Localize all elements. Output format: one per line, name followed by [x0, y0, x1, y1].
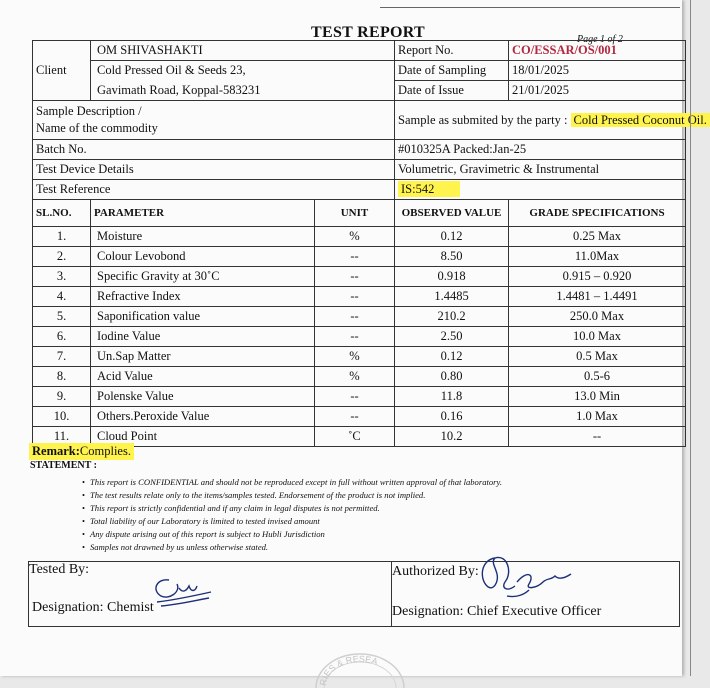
signature-block: [28, 561, 680, 627]
unit-cell: --: [315, 327, 395, 347]
parameter-cell: Polenske Value: [91, 387, 315, 407]
issue-date-label: Date of Issue: [395, 81, 509, 101]
client-label: Client: [33, 41, 91, 101]
table-row: [33, 267, 686, 287]
spec-cell: 11.0Max: [509, 247, 686, 267]
sample-label-line2: Name of the commodity: [36, 121, 158, 135]
svg-text:RIES & RESEA: [318, 654, 379, 686]
table-row: [33, 347, 686, 367]
header-slno: SL.NO.: [33, 200, 91, 227]
batch-label: Batch No.: [33, 140, 395, 160]
slno-cell: 5.: [33, 307, 91, 327]
remark: [29, 443, 134, 460]
issue-date: 21/01/2025: [509, 81, 686, 101]
slno-cell: 9.: [33, 387, 91, 407]
client-name: OM SHIVASHAKTI: [91, 41, 315, 61]
slno-cell: 10.: [33, 407, 91, 427]
unit-cell: --: [315, 307, 395, 327]
unit-cell: ˚C: [315, 427, 395, 447]
spec-cell: --: [509, 427, 686, 447]
spec-cell: 1.4481 – 1.4491: [509, 287, 686, 307]
sampling-date: 18/01/2025: [509, 61, 686, 81]
unit-cell: --: [315, 247, 395, 267]
remark-label: Remark:: [32, 444, 80, 458]
report-title: TEST REPORT: [311, 24, 426, 41]
unit-cell: %: [315, 227, 395, 247]
statement-notes: [90, 476, 502, 554]
remark-value: Complies.: [79, 444, 131, 458]
lab-stamp: [310, 648, 410, 688]
parameter-cell: Acid Value: [91, 367, 315, 387]
header-parameter: PARAMETER: [91, 200, 315, 227]
spec-cell: 10.0 Max: [509, 327, 686, 347]
parameter-cell: Iodine Value: [91, 327, 315, 347]
slno-cell: 1.: [33, 227, 91, 247]
sample-description-value: [395, 101, 707, 140]
table-row: [33, 387, 686, 407]
statement-title: STATEMENT :: [30, 460, 97, 471]
report-no-label: Report No.: [395, 41, 509, 61]
report-no-value: CO/ESSAR/OS/001: [509, 41, 686, 61]
stamp-text: RIES & RESEA: [317, 653, 380, 687]
reference-highlight: IS:542: [398, 181, 460, 197]
statement-note: • Samples not drawned by us unless otherwise stated.: [90, 541, 502, 554]
slno-cell: 11.: [33, 427, 91, 447]
table-row: [33, 227, 686, 247]
parameter-cell: Un.Sap Matter: [91, 347, 315, 367]
page-number: Page 1 of 2: [577, 34, 623, 45]
spec-cell: 13.0 Min: [509, 387, 686, 407]
statement-note: • The test results relate only to the items/samples tested. Endorsement of the product is not implied.: [90, 489, 502, 502]
unit-cell: --: [315, 287, 395, 307]
table-row: [33, 407, 686, 427]
observed-cell: 210.2: [395, 307, 509, 327]
unit-cell: %: [315, 367, 395, 387]
observed-cell: 0.16: [395, 407, 509, 427]
unit-cell: --: [315, 387, 395, 407]
parameter-cell: Specific Gravity at 30˚C: [91, 267, 315, 287]
observed-cell: 11.8: [395, 387, 509, 407]
header-spec: GRADE SPECIFICATIONS: [509, 200, 686, 227]
edge-rule: [690, 0, 691, 676]
observed-cell: 1.4485: [395, 287, 509, 307]
slno-cell: 2.: [33, 247, 91, 267]
spec-cell: 0.5 Max: [509, 347, 686, 367]
statement-note: • This report is CONFIDENTIAL and should not be reproduced except in full without written approval of that laboratory.: [90, 476, 502, 489]
client-address-1: Cold Pressed Oil & Seeds 23,: [91, 61, 395, 81]
designation-left: Designation: Chemist: [32, 600, 154, 615]
device-value: Volumetric, Gravimetric & Instrumental: [395, 160, 686, 180]
spec-cell: 250.0 Max: [509, 307, 686, 327]
sampling-date-label: Date of Sampling: [395, 61, 509, 81]
client-address-2: Gavimath Road, Koppal-583231: [91, 81, 395, 101]
tested-by-label: Tested By:: [29, 562, 90, 577]
unit-cell: --: [315, 407, 395, 427]
ceo-signature: [477, 552, 577, 612]
parameter-cell: Colour Levobond: [91, 247, 315, 267]
sample-label-line1: Sample Description /: [36, 104, 142, 118]
reference-value: [395, 180, 686, 200]
slno-cell: 6.: [33, 327, 91, 347]
top-rule: [380, 7, 680, 8]
header-unit: UNIT: [315, 200, 395, 227]
device-label: Test Device Details: [33, 160, 395, 180]
report-table: [32, 40, 707, 447]
authorized-by-label: Authorized By:: [392, 564, 479, 579]
parameter-cell: Moisture: [91, 227, 315, 247]
observed-cell: 8.50: [395, 247, 509, 267]
commodity-name: Cold Pressed Coconut Oil.: [571, 113, 710, 127]
unit-cell: --: [315, 267, 395, 287]
parameter-cell: Others.Peroxide Value: [91, 407, 315, 427]
spec-cell: 0.915 – 0.920: [509, 267, 686, 287]
slno-cell: 8.: [33, 367, 91, 387]
observed-cell: 0.12: [395, 227, 509, 247]
spec-cell: 0.25 Max: [509, 227, 686, 247]
spec-cell: 0.5-6: [509, 367, 686, 387]
header-observed: OBSERVED VALUE: [395, 200, 509, 227]
table-row: [33, 287, 686, 307]
batch-value: #010325A Packed:Jan-25: [395, 140, 686, 160]
unit-cell: %: [315, 347, 395, 367]
statement-note: • This report is strictly confidential and if any claim in legal disputes is not permitted.: [90, 502, 502, 515]
statement-note: • Any dispute arising out of this report is subject to Hubli Jurisdiction: [90, 528, 502, 541]
table-row: [33, 307, 686, 327]
slno-cell: 7.: [33, 347, 91, 367]
parameter-cell: Saponification value: [91, 307, 315, 327]
spec-cell: 1.0 Max: [509, 407, 686, 427]
parameter-cell: Refractive Index: [91, 287, 315, 307]
sample-prefix: Sample as submited by the party :: [398, 112, 571, 127]
slno-cell: 4.: [33, 287, 91, 307]
sample-description-label: [33, 101, 395, 140]
observed-cell: 0.918: [395, 267, 509, 287]
parameter-cell: Cloud Point: [91, 427, 315, 447]
observed-cell: 0.80: [395, 367, 509, 387]
slno-cell: 3.: [33, 267, 91, 287]
statement-note: • Total liability of our Laboratory is limited to tested invised amount: [90, 515, 502, 528]
table-row: [33, 247, 686, 267]
table-row: [33, 367, 686, 387]
table-row: [33, 327, 686, 347]
chemist-signature: [147, 566, 217, 610]
observed-cell: 0.12: [395, 347, 509, 367]
reference-label: Test Reference: [33, 180, 395, 200]
observed-cell: 2.50: [395, 327, 509, 347]
observed-cell: 10.2: [395, 427, 509, 447]
designation-right: Designation: Chief Executive Officer: [392, 604, 602, 619]
